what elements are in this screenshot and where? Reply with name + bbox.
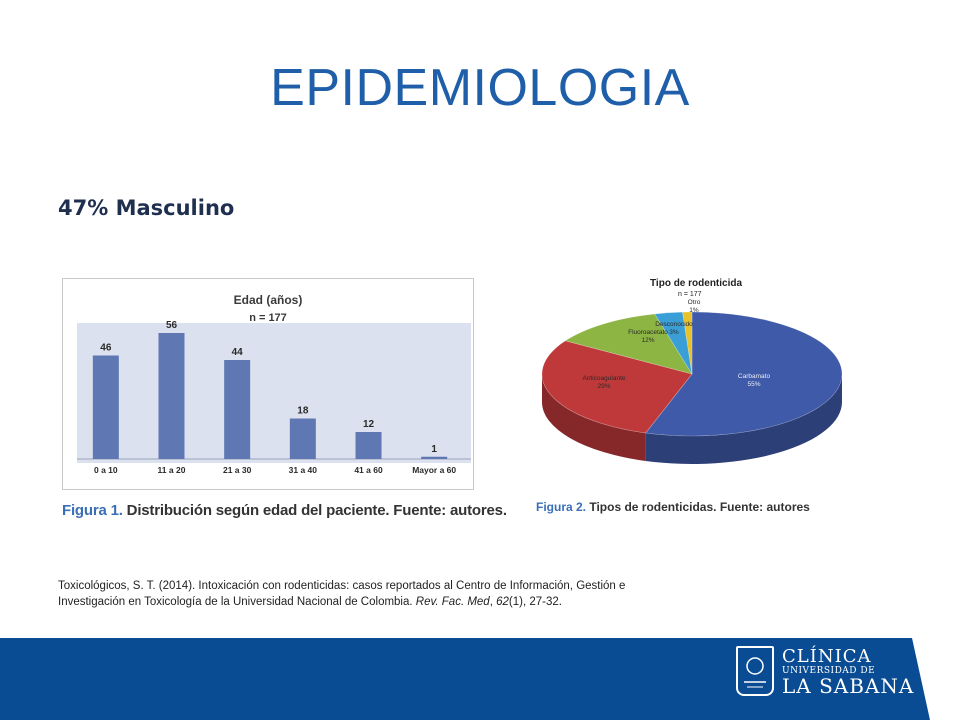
bar-value-label-5: 1	[431, 443, 437, 455]
logo-line3: LA SABANA	[782, 674, 915, 698]
pie-label-0: Carbamato	[737, 373, 771, 380]
bar-category-label-4: 41 a 60	[354, 465, 383, 475]
bar-chart-n: n = 177	[249, 312, 287, 324]
figure1-label: Figura 1.	[62, 502, 123, 519]
citation-volume: 62	[496, 596, 509, 608]
clinic-logo	[782, 648, 914, 696]
figure2-text: Tipos de rodenticidas. Fuente: autores	[586, 500, 810, 514]
figure1-text: Distribución según edad del paciente. Fuente: autores.	[122, 502, 507, 519]
age-bar-chart	[62, 278, 474, 490]
bar-value-label-0: 46	[100, 342, 112, 354]
citation-journal: Rev. Fac. Med	[415, 596, 490, 608]
slide-title: EPIDEMIOLOGIA	[270, 59, 690, 117]
figure2-caption	[536, 500, 810, 514]
bar-category-label-0: 0 a 10	[94, 465, 118, 475]
bar-1	[159, 333, 185, 459]
bar-5	[421, 457, 447, 459]
shield-emblem-icon	[738, 648, 772, 694]
bar-value-label-3: 18	[297, 405, 309, 417]
citation-rest: (1), 27-32.	[508, 596, 562, 608]
bar-category-label-5: Mayor a 60	[412, 465, 457, 475]
pie-value-label-2: 12%	[641, 337, 655, 344]
pie-label-1: Anticoagulante	[582, 375, 626, 382]
logo-line1: CLÍNICA	[782, 646, 872, 667]
bar-value-label-2: 44	[231, 347, 243, 358]
bar-value-label-1: 56	[165, 320, 178, 331]
bar-category-label-3: 31 a 40	[288, 465, 318, 475]
citation-sep: ,	[489, 596, 497, 608]
pie-value-label-0: 55%	[747, 381, 761, 388]
citation-line2-prefix: Investigación en Toxicología de la Universidad Nacional de Colombia.	[58, 596, 416, 608]
bar-chart-title: Edad (años)	[233, 293, 303, 307]
university-shield-icon	[736, 646, 774, 696]
pie-chart-svg	[532, 272, 862, 482]
male-percentage-text: 47% Masculino	[58, 196, 235, 220]
bar-2	[224, 360, 250, 459]
citation-line2	[58, 594, 818, 610]
pie-value-label-1: 29%	[597, 383, 611, 390]
figure2-label: Figura 2.	[536, 500, 587, 514]
pie-value-label-4: 1%	[689, 307, 699, 314]
bar-4	[356, 432, 382, 459]
pie-value-label-3: 3%	[669, 329, 679, 336]
bar-category-label-1: 11 a 20	[157, 465, 186, 475]
rodenticide-pie-chart	[532, 272, 862, 482]
bar-value-label-4: 12	[362, 419, 375, 430]
bar-chart-svg	[63, 279, 473, 489]
pie-chart-n: n = 177	[678, 291, 702, 298]
logo-line2: UNIVERSIDAD DE	[782, 666, 876, 676]
bar-3	[290, 419, 316, 460]
pie-label-3: Desconocido	[655, 321, 693, 328]
bar-0	[93, 356, 119, 460]
bar-category-label-2: 21 a 30	[222, 465, 252, 475]
pie-label-4: Otro	[687, 299, 701, 306]
citation	[58, 578, 818, 610]
figure1-caption	[62, 502, 507, 519]
citation-line1: Toxicológicos, S. T. (2014). Intoxicación con rodenticidas: casos reportados al Centro de Información, Gestión e	[58, 580, 626, 592]
pie-label-2: Fluoroacetato	[628, 329, 668, 336]
pie-chart-title: Tipo de rodenticida	[650, 278, 743, 289]
